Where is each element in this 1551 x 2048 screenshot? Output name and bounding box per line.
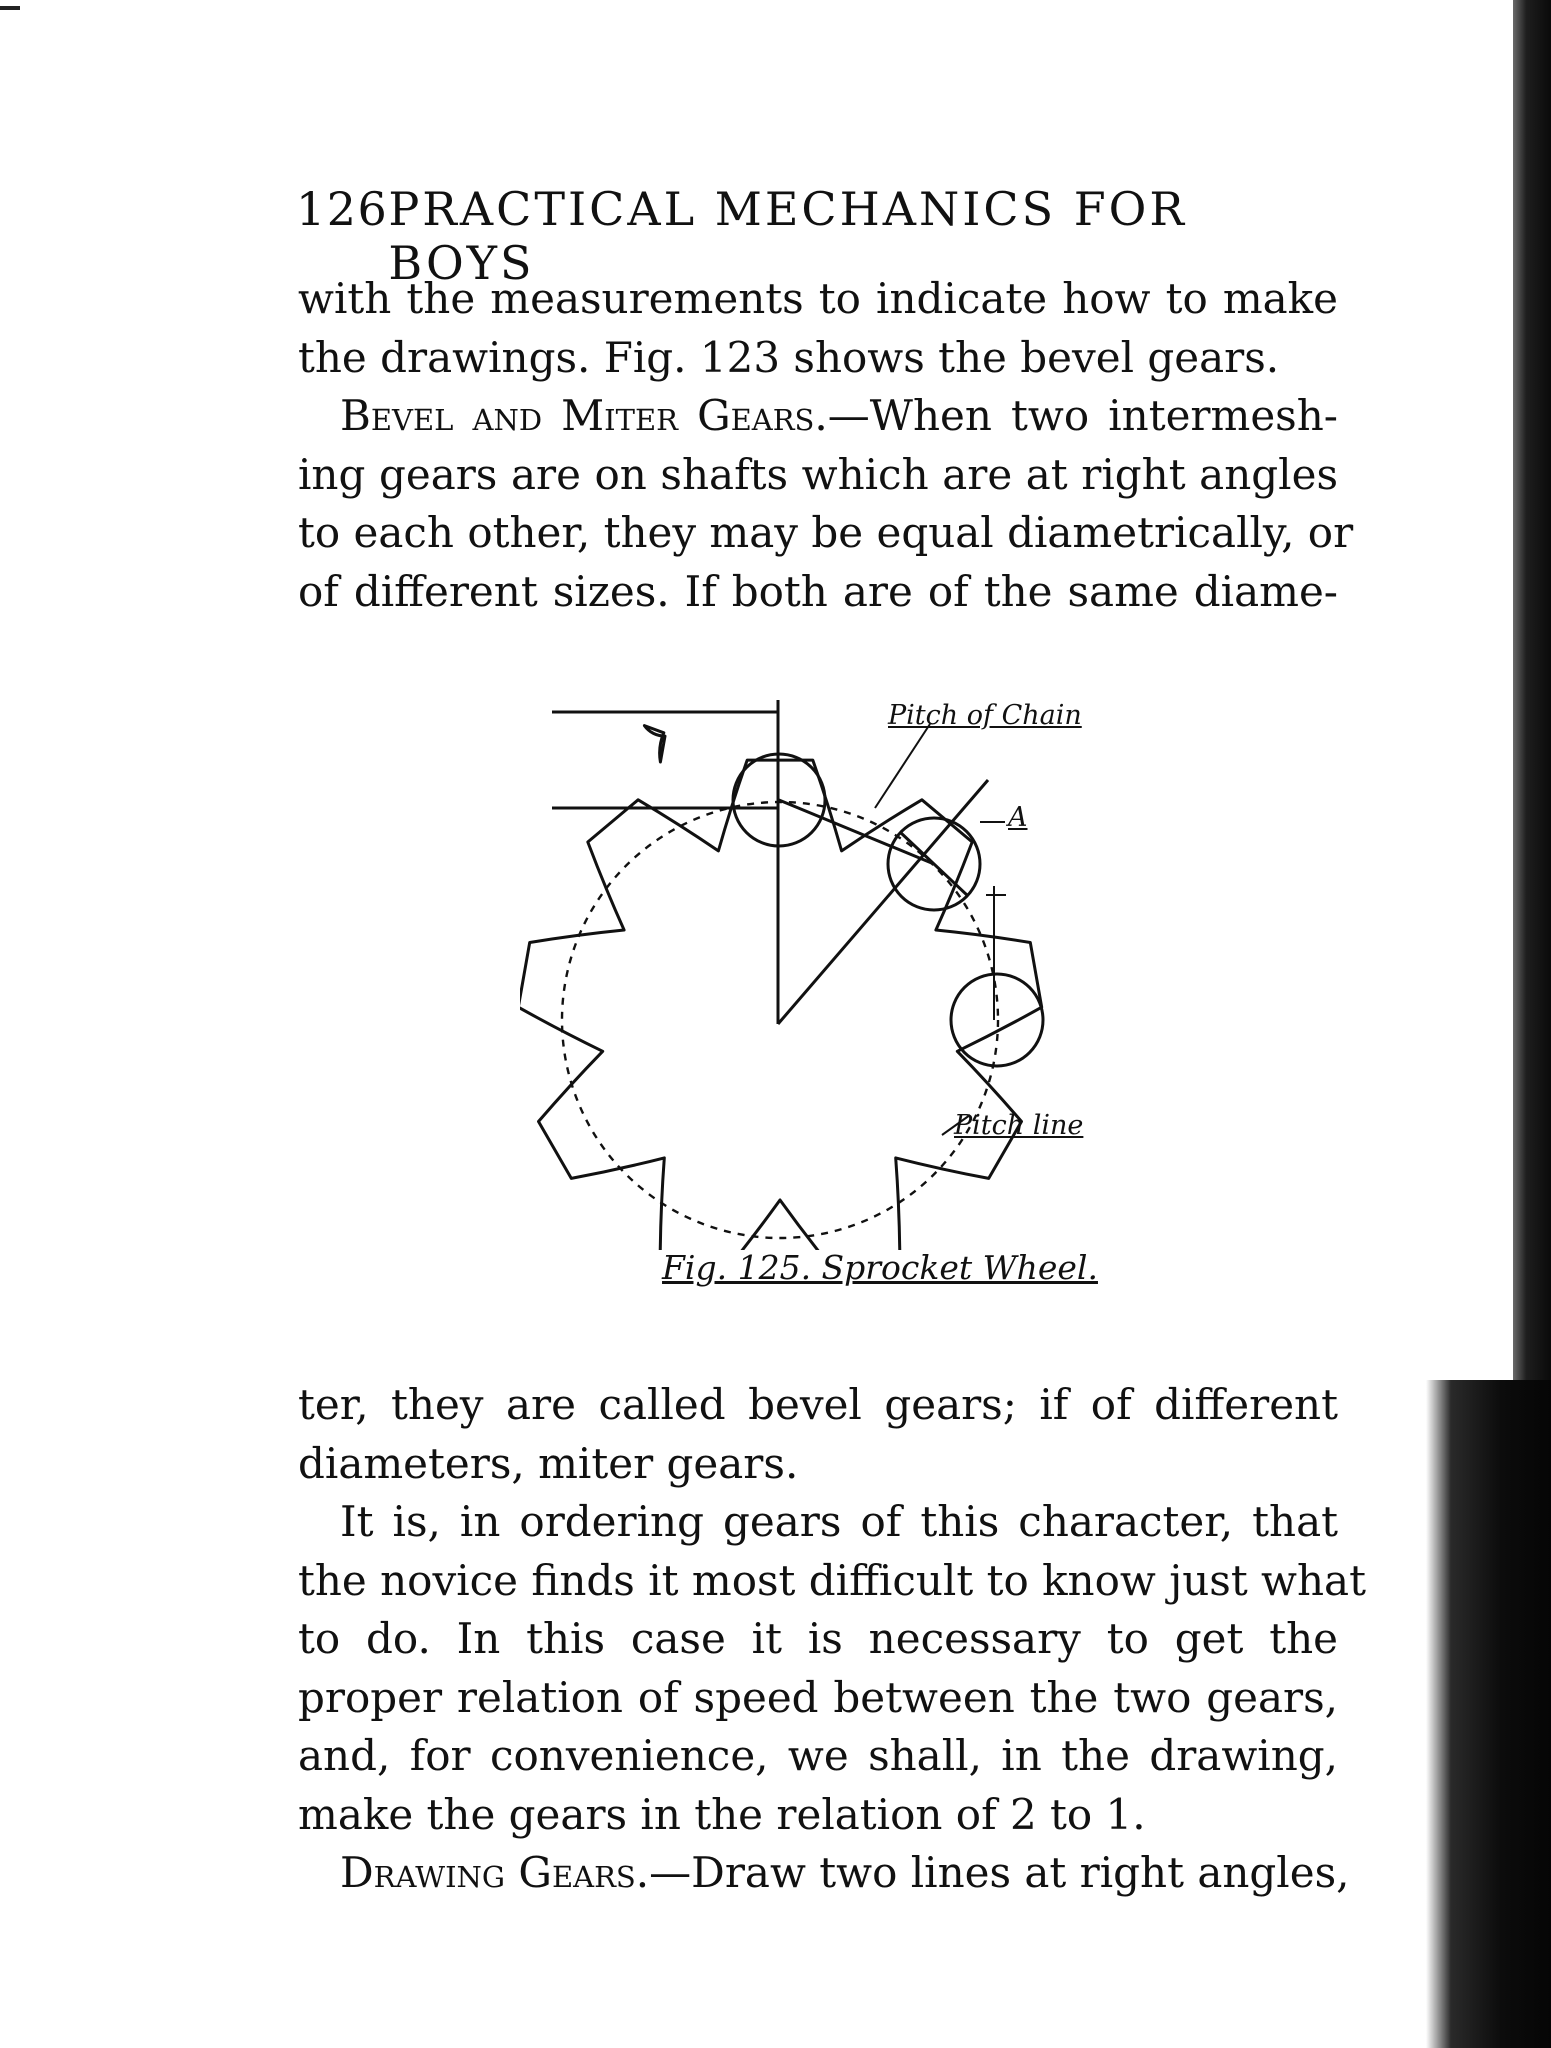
- label-pitch-line: Pitch line: [954, 1110, 1084, 1141]
- text-line: and, for convenience, we shall, in the drawing,: [298, 1731, 1338, 1780]
- bevel-paragraph: [298, 387, 1354, 621]
- text-line: [298, 387, 1338, 446]
- scan-binding-shadow: [1426, 1380, 1551, 2048]
- figure-caption: Fig. 125. Sprocket Wheel.: [662, 1248, 1098, 1287]
- drawing-paragraph: [298, 1844, 1350, 1903]
- text-line: to each other, they may be equal diametrically, or: [298, 508, 1354, 557]
- radius-line: [778, 780, 988, 1024]
- page-number: 126: [296, 182, 389, 236]
- leader-line: [875, 724, 930, 808]
- ordering-paragraph: [298, 1493, 1366, 1844]
- section-heading: Drawing Gears.: [340, 1848, 650, 1897]
- text-line: of different sizes. If both are of the same diame-: [298, 566, 1338, 616]
- continuation-paragraph: [298, 1376, 1338, 1493]
- section-heading: Bevel and Miter Gears.: [340, 391, 828, 440]
- sprocket-wheel-outline: [644, 726, 665, 762]
- label-a: A: [1008, 802, 1028, 833]
- text-run: —When two intermesh-: [827, 391, 1338, 440]
- text-line: proper relation of speed between the two gears,: [298, 1672, 1338, 1722]
- text-line: diameters, miter gears.: [298, 1438, 799, 1488]
- running-title: PRACTICAL MECHANICS FOR BOYS: [388, 182, 1187, 290]
- text-line: with the measurements to indicate how to make: [298, 274, 1338, 323]
- text-line: the drawings. Fig. 123 shows the bevel gears.: [298, 332, 1280, 382]
- sprocket-teeth-path: [520, 760, 1042, 1250]
- sprocket-wheel-figure: [520, 690, 1140, 1250]
- text-line: ter, they are called bevel gears; if of different: [298, 1380, 1338, 1429]
- top-paragraph: [298, 270, 1338, 387]
- text-line: [298, 1844, 1350, 1903]
- text-line: the novice finds it most difficult to know just what: [298, 1555, 1366, 1605]
- text-line: ing gears are on shafts which are at right angles: [298, 449, 1338, 499]
- label-pitch-of-chain: Pitch of Chain: [888, 700, 1082, 731]
- text-line: make the gears in the relation of 2 to 1.: [298, 1789, 1146, 1839]
- chord-line: [779, 800, 934, 864]
- text-line: It is, in ordering gears of this character, that: [340, 1497, 1338, 1546]
- text-run: —Draw two lines at right angles,: [649, 1848, 1350, 1897]
- text-line: to do. In this case it is necessary to get the: [298, 1614, 1338, 1663]
- scan-corner-mark: [0, 6, 20, 10]
